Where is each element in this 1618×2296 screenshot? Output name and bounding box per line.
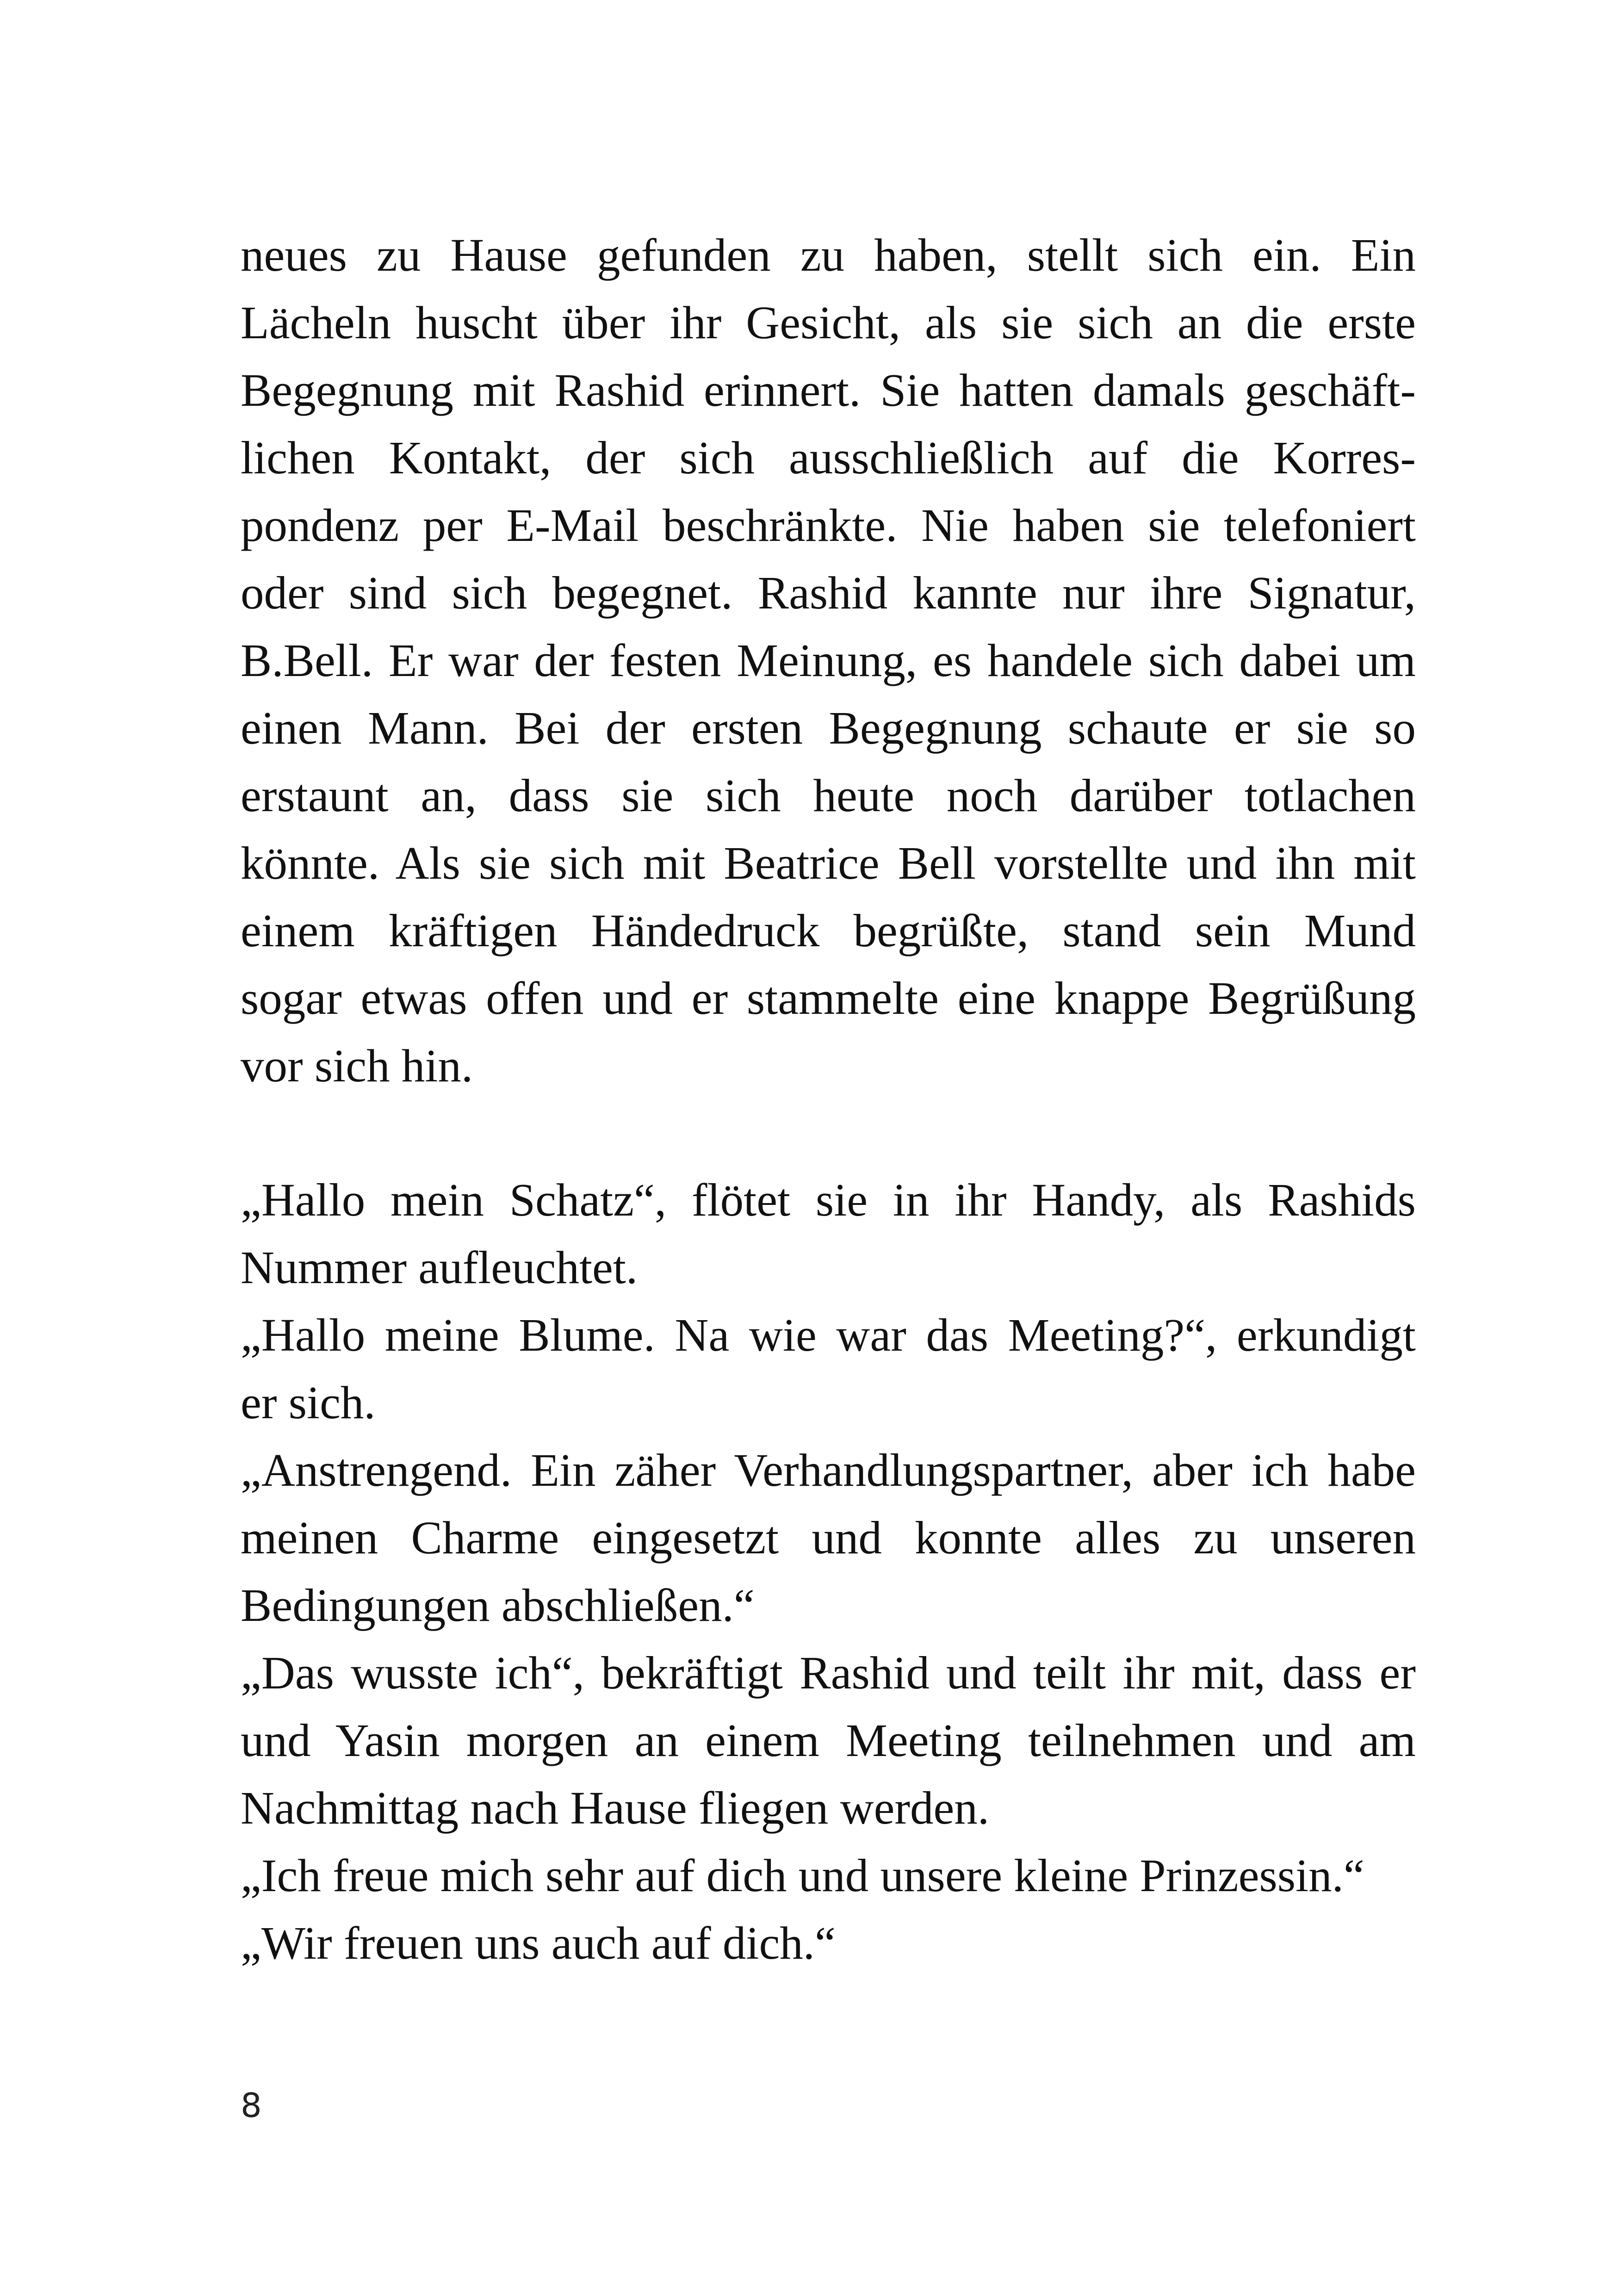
page-number: 8 [241,2086,262,2125]
text-line: und Yasin morgen an einem Meeting teilnehmen und am [241,1714,1416,1766]
text-line: er sich. [241,1377,376,1428]
text-line: „Das wusste ich“, bekräftigt Rashid und teilt ihr mit, dass er [241,1647,1416,1699]
text-line: Nachmittag nach Hause fliegen werden. [241,1782,990,1834]
text-line: „Hallo mein Schatz“, flötet sie in ihr Handy, als Rashids [241,1174,1416,1226]
text-line: Begegnung mit Rashid erinnert. Sie hatten damals geschäft- [241,364,1416,416]
text-line: erstaunt an, dass sie sich heute noch darüber totlachen [241,769,1416,821]
text-line: oder sind sich begegnet. Rashid kannte nur ihre Signatur, [241,567,1416,619]
paragraph-dialogue [241,1166,1416,1977]
text-line: Bedingungen abschließen.“ [241,1579,755,1631]
text-line: vor sich hin. [241,1040,473,1092]
text-line: „Ich freue mich sehr auf dich und unsere kleine Prinzessin.“ [241,1849,1364,1901]
paragraph-narration [241,221,1416,1099]
text-line: könnte. Als sie sich mit Beatrice Bell vorstellte und ihn mit [241,837,1416,889]
text-line: B.Bell. Er war der festen Meinung, es handele sich dabei um [241,634,1416,686]
text-line: „Anstrengend. Ein zäher Verhandlungspartner, aber ich habe [241,1444,1416,1496]
text-line: sogar etwas offen und er stammelte eine knappe Begrüßung [241,972,1416,1024]
text-line: Nummer aufleuchtet. [241,1241,638,1293]
text-line: neues zu Hause gefunden zu haben, stellt sich ein. Ein [241,229,1416,281]
text-line: Lächeln huscht über ihr Gesicht, als sie sich an die erste [241,297,1416,348]
text-line: lichen Kontakt, der sich ausschließlich auf die Korres- [241,432,1416,484]
text-line: „Hallo meine Blume. Na wie war das Meeting?“, erkundigt [241,1309,1416,1361]
text-line: meinen Charme eingesetzt und konnte alles zu unseren [241,1512,1416,1564]
text-line: „Wir freuen uns auch auf dich.“ [241,1917,836,1969]
text-line: pondenz per E-Mail beschränkte. Nie haben sie telefoniert [241,499,1416,551]
text-line: einen Mann. Bei der ersten Begegnung schaute er sie so [241,702,1416,754]
text-line: einem kräftigen Händedruck begrüßte, stand sein Mund [241,905,1416,956]
